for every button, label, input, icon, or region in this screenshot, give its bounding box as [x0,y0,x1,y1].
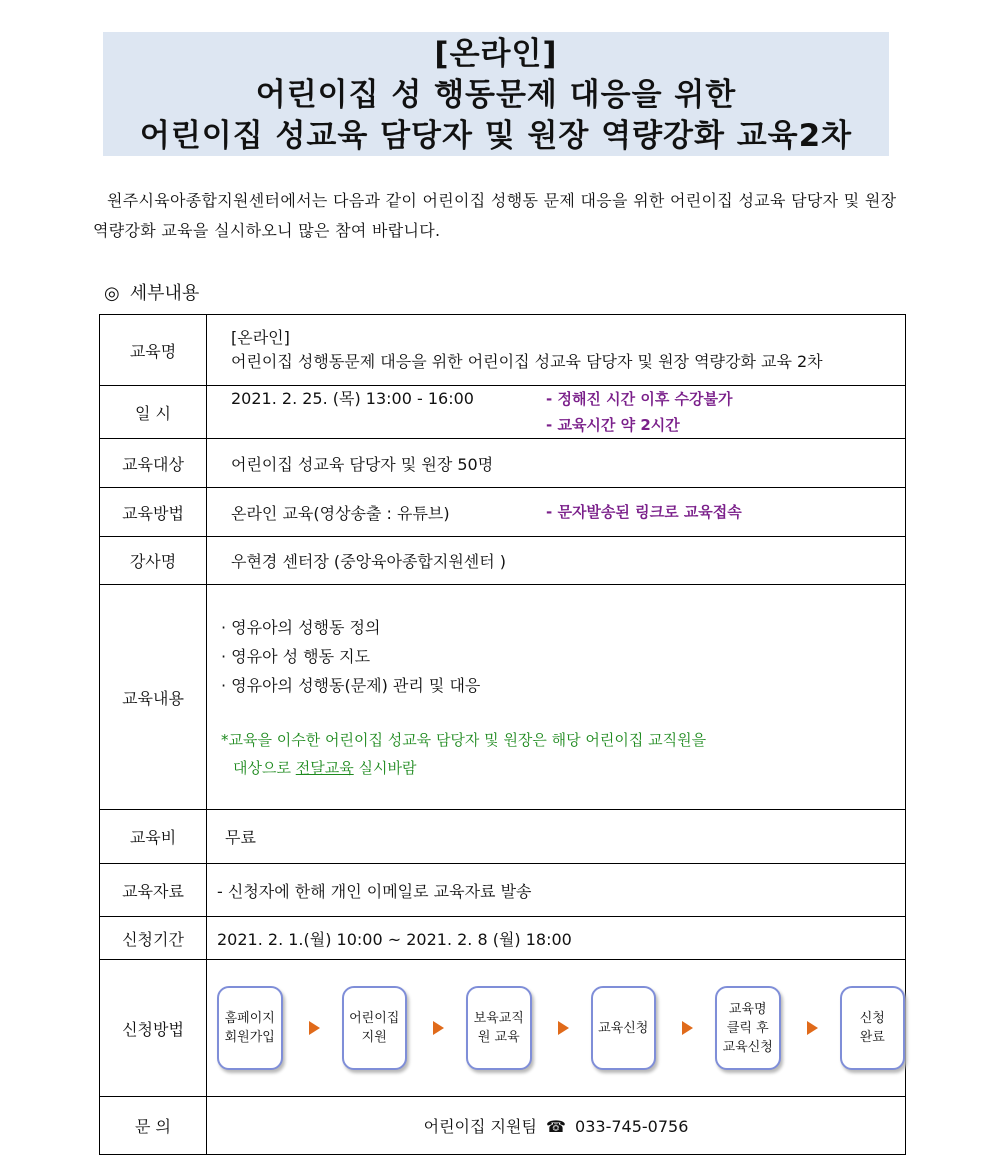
double-circle-icon: ◎ [104,283,120,304]
phone-icon: ☎ [546,1117,566,1136]
content-note-b-post: 실시바람 [353,758,417,777]
apply-steps [207,986,905,1070]
label-target: 교육대상 [100,439,207,488]
fee-value: 무료 [207,810,906,864]
material-value: - 신청자에 한해 개인 이메일로 교육자료 발송 [207,864,906,917]
contact-value [207,1097,906,1155]
content-note-b-underlined: 전달교육 [295,758,354,777]
course-name-line1: [온라인] [231,328,290,347]
step-apply-course: 교육신청 [591,986,657,1070]
row-target [100,439,906,488]
label-date: 일 시 [100,386,207,439]
title-line-2: 어린이집 성 행동문제 대응을 위한 [255,77,737,113]
label-method: 교육방법 [100,488,207,537]
title-box [103,32,889,156]
row-content [100,585,906,810]
title-line-1: [온라인] [434,36,558,72]
details-table [99,314,906,1155]
label-apply: 신청방법 [100,960,207,1097]
title-line-3: 어린이집 성교육 담당자 및 원장 역량강화 교육2차 [139,118,853,154]
method-note: - 문자발송된 링크로 교육접속 [546,502,742,521]
step-daycare-support: 어린이집 지원 [342,986,408,1070]
label-contact: 문 의 [100,1097,207,1155]
label-course-name: 교육명 [100,315,207,386]
label-fee: 교육비 [100,810,207,864]
row-contact [100,1097,906,1155]
row-period [100,917,906,960]
step-staff-education: 보육교직 원 교육 [466,986,532,1070]
step-click-course: 교육명 클릭 후 교육신청 [715,986,781,1070]
content-item-2: · 영유아 성 행동 지도 [221,646,371,666]
lecturer-value: 우현경 센터장 (중앙육아종합지원센터 ) [207,537,906,585]
course-name-line2: 어린이집 성행동문제 대응을 위한 어린이집 성교육 담당자 및 원장 역량강화 교육 2차 [231,352,823,371]
period-value: 2021. 2. 1.(월) 10:00 ~ 2021. 2. 8 (월) 18:00 [207,917,906,960]
row-course-name [100,315,906,386]
contact-team: 어린이집 지원팀 [423,1117,537,1136]
method-value: 온라인 교육(영상송출 : 유튜브) [231,503,450,523]
content-item-1: · 영유아의 성행동 정의 [221,617,381,637]
arrow-right-icon [558,1021,569,1035]
content-note-b-pre: 대상으로 [233,758,296,777]
content-note-a: *교육을 이수한 어린이집 성교육 담당자 및 원장은 해당 어린이집 교직원을 [221,730,707,749]
target-value: 어린이집 성교육 담당자 및 원장 50명 [207,439,906,488]
date-note-2: - 교육시간 약 2시간 [546,416,680,434]
label-period: 신청기간 [100,917,207,960]
step-signup: 홈페이지 회원가입 [217,986,283,1070]
label-lecturer: 강사명 [100,537,207,585]
row-method [100,488,906,537]
row-lecturer [100,537,906,585]
row-material [100,864,906,917]
step-complete: 신청 완료 [840,986,906,1070]
arrow-right-icon [309,1021,320,1035]
contact-phone: 033-745-0756 [575,1117,689,1136]
intro-paragraph: 원주시육아종합지원센터에서는 다음과 같이 어린이집 성행동 문제 대응을 위한 어린이집 성교육 담당자 및 원장역량강화 교육을 실시하오니 많은 참여 바랍니다. [93,191,897,240]
date-value: 2021. 2. 25. (목) 13:00 - 16:00 [231,389,474,408]
label-content: 교육내용 [100,585,207,810]
row-apply [100,960,906,1097]
section-label: 세부내용 [129,283,200,304]
arrow-right-icon [433,1021,444,1035]
arrow-right-icon [807,1021,818,1035]
row-fee [100,810,906,864]
content-item-3: · 영유아의 성행동(문제) 관리 및 대응 [221,675,481,695]
date-note-1: - 정해진 시간 이후 수강불가 [546,390,733,408]
arrow-right-icon [682,1021,693,1035]
section-heading [104,279,199,305]
label-material: 교육자료 [100,864,207,917]
row-date [100,386,906,439]
